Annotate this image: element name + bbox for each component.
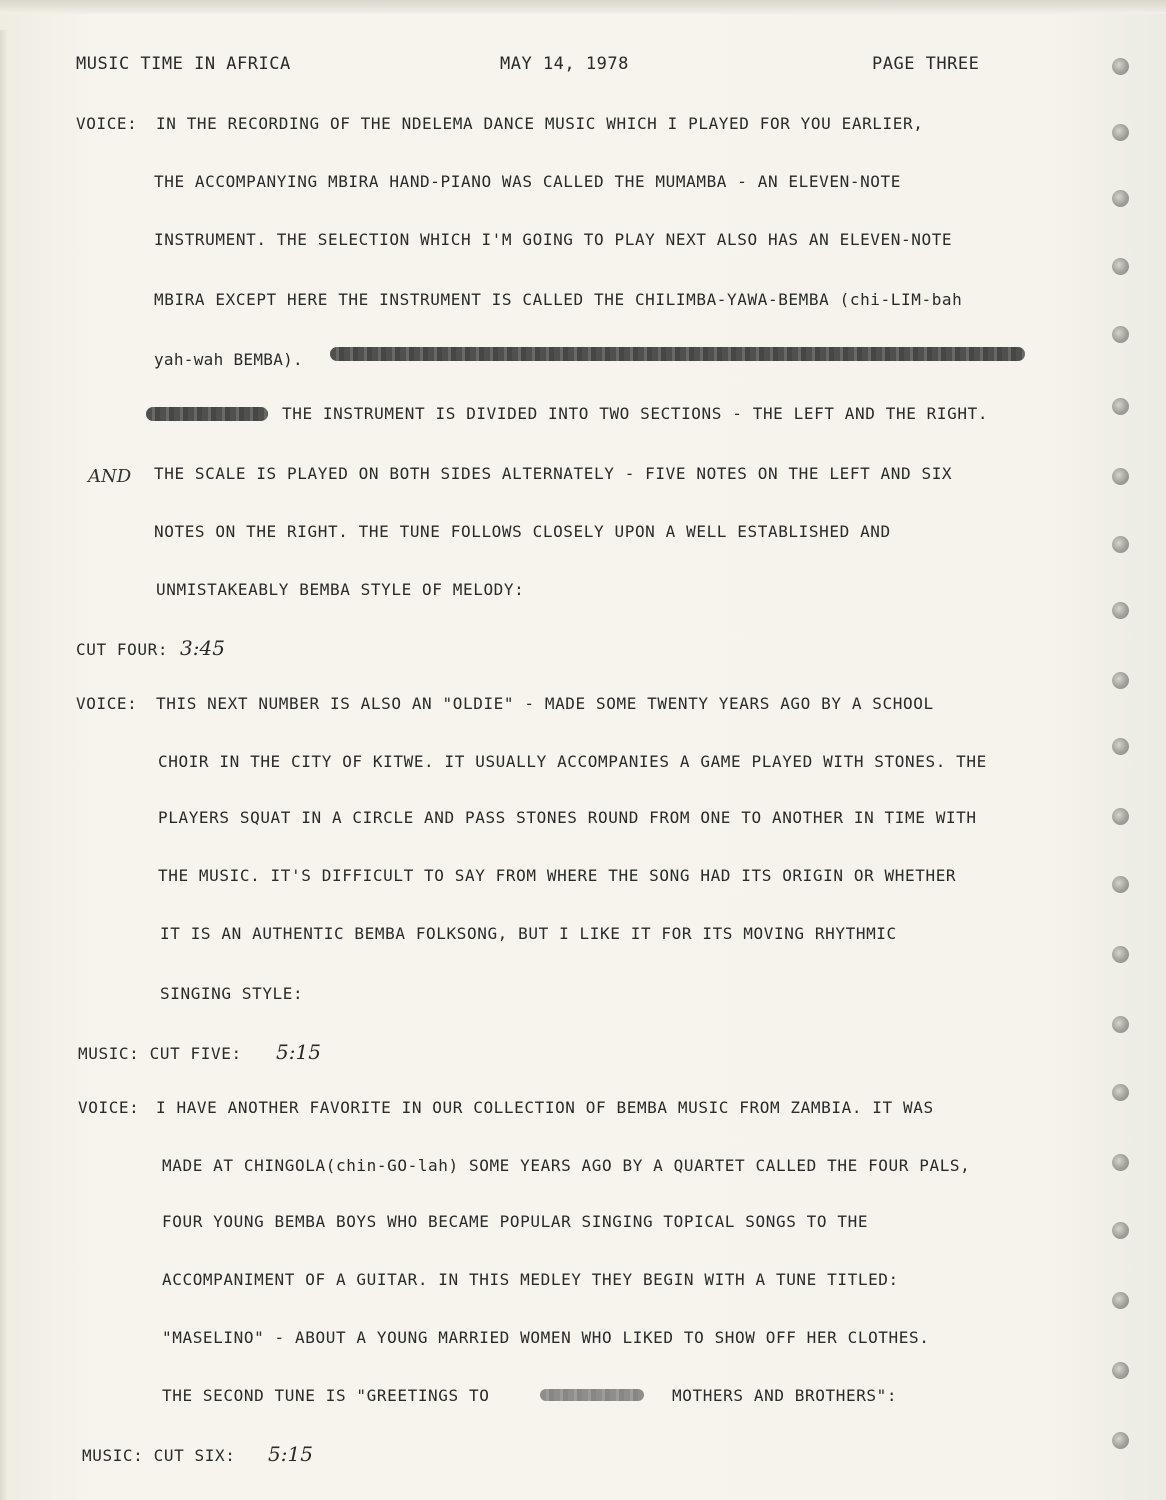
script-line: THE INSTRUMENT IS DIVIDED INTO TWO SECTIONS - THE LEFT AND THE RIGHT. <box>282 404 989 423</box>
script-line: I HAVE ANOTHER FAVORITE IN OUR COLLECTION OF BEMBA MUSIC FROM ZAMBIA. IT WAS <box>156 1098 934 1117</box>
script-line: "MASELINO" - ABOUT A YOUNG MARRIED WOMEN WHO LIKED TO SHOW OFF HER CLOTHES. <box>162 1328 930 1347</box>
script-line: yah-wah BEMBA). <box>154 350 303 369</box>
cue-duration: 5:15 <box>268 1442 313 1466</box>
feed-hole <box>1112 1016 1129 1033</box>
cue-duration: 3:45 <box>180 636 225 660</box>
broadcast-date: MAY 14, 1978 <box>500 54 629 74</box>
script-line: NOTES ON THE RIGHT. THE TUNE FOLLOWS CLOSELY UPON A WELL ESTABLISHED AND <box>154 522 891 541</box>
script-line: THE ACCOMPANYING MBIRA HAND-PIANO WAS CALLED THE MUMAMBA - AN ELEVEN-NOTE <box>154 172 901 191</box>
feed-hole <box>1112 1362 1129 1379</box>
script-line: IT IS AN AUTHENTIC BEMBA FOLKSONG, BUT I LIKE IT FOR ITS MOVING RHYTHMIC <box>160 924 897 943</box>
paper-top-edge <box>0 0 1166 14</box>
feed-hole <box>1112 1432 1129 1449</box>
feed-hole <box>1112 536 1129 553</box>
script-line: SINGING STYLE: <box>160 984 304 1003</box>
script-line: CHOIR IN THE CITY OF KITWE. IT USUALLY ACCOMPANIES A GAME PLAYED WITH STONES. THE <box>158 752 987 771</box>
handwritten-insertion: AND <box>88 466 132 487</box>
script-line: THE SCALE IS PLAYED ON BOTH SIDES ALTERNATELY - FIVE NOTES ON THE LEFT AND SIX <box>154 464 953 483</box>
script-line: IN THE RECORDING OF THE NDELEMA DANCE MUSIC WHICH I PLAYED FOR YOU EARLIER, <box>156 114 924 133</box>
redaction-mark <box>330 347 1025 361</box>
feed-hole <box>1112 468 1129 485</box>
feed-hole <box>1112 808 1129 825</box>
script-line: FOUR YOUNG BEMBA BOYS WHO BECAME POPULAR SINGING TOPICAL SONGS TO THE <box>162 1212 869 1231</box>
feed-hole <box>1112 1292 1129 1309</box>
cue-label: MUSIC: CUT FIVE: <box>78 1044 242 1063</box>
feed-hole <box>1112 1222 1129 1239</box>
speaker-label: VOICE: <box>76 694 138 713</box>
script-line: THE SECOND TUNE IS "GREETINGS TO <box>162 1386 490 1405</box>
script-line: MBIRA EXCEPT HERE THE INSTRUMENT IS CALLED THE CHILIMBA-YAWA-BEMBA (chi-LIM-bah <box>154 290 963 309</box>
feed-hole <box>1112 58 1129 75</box>
feed-hole <box>1112 398 1129 415</box>
strikethrough-mark <box>540 1389 644 1401</box>
script-line: INSTRUMENT. THE SELECTION WHICH I'M GOING TO PLAY NEXT ALSO HAS AN ELEVEN-NOTE <box>154 230 953 249</box>
speaker-label: VOICE: <box>78 1098 140 1117</box>
cue-duration: 5:15 <box>276 1040 321 1064</box>
feed-hole <box>1112 190 1129 207</box>
cue-label: MUSIC: CUT SIX: <box>82 1446 236 1465</box>
feed-hole <box>1112 1084 1129 1101</box>
redaction-mark <box>146 407 268 421</box>
feed-hole <box>1112 1154 1129 1171</box>
feed-hole <box>1112 602 1129 619</box>
script-line: THIS NEXT NUMBER IS ALSO AN "OLDIE" - MADE SOME TWENTY YEARS AGO BY A SCHOOL <box>156 694 934 713</box>
feed-hole <box>1112 124 1129 141</box>
feed-hole <box>1112 672 1129 689</box>
feed-hole <box>1112 876 1129 893</box>
speaker-label: VOICE: <box>76 114 138 133</box>
feed-hole <box>1112 258 1129 275</box>
feed-hole <box>1112 738 1129 755</box>
cue-label: CUT FOUR: <box>76 640 169 659</box>
script-line: UNMISTAKEABLY BEMBA STYLE OF MELODY: <box>156 580 525 599</box>
script-line: THE MUSIC. IT'S DIFFICULT TO SAY FROM WHERE THE SONG HAD ITS ORIGIN OR WHETHER <box>158 866 957 885</box>
page-number: PAGE THREE <box>872 54 980 74</box>
paper-left-edge <box>0 30 8 1500</box>
script-line: ACCOMPANIMENT OF A GUITAR. IN THIS MEDLEY THEY BEGIN WITH A TUNE TITLED: <box>162 1270 899 1289</box>
script-line: PLAYERS SQUAT IN A CIRCLE AND PASS STONES ROUND FROM ONE TO ANOTHER IN TIME WITH <box>158 808 977 827</box>
program-title: MUSIC TIME IN AFRICA <box>76 54 291 74</box>
feed-hole <box>1112 946 1129 963</box>
script-line: MADE AT CHINGOLA(chin-GO-lah) SOME YEARS AGO BY A QUARTET CALLED THE FOUR PALS, <box>162 1156 971 1175</box>
script-line: MOTHERS AND BROTHERS": <box>672 1386 898 1405</box>
feed-hole <box>1112 326 1129 343</box>
